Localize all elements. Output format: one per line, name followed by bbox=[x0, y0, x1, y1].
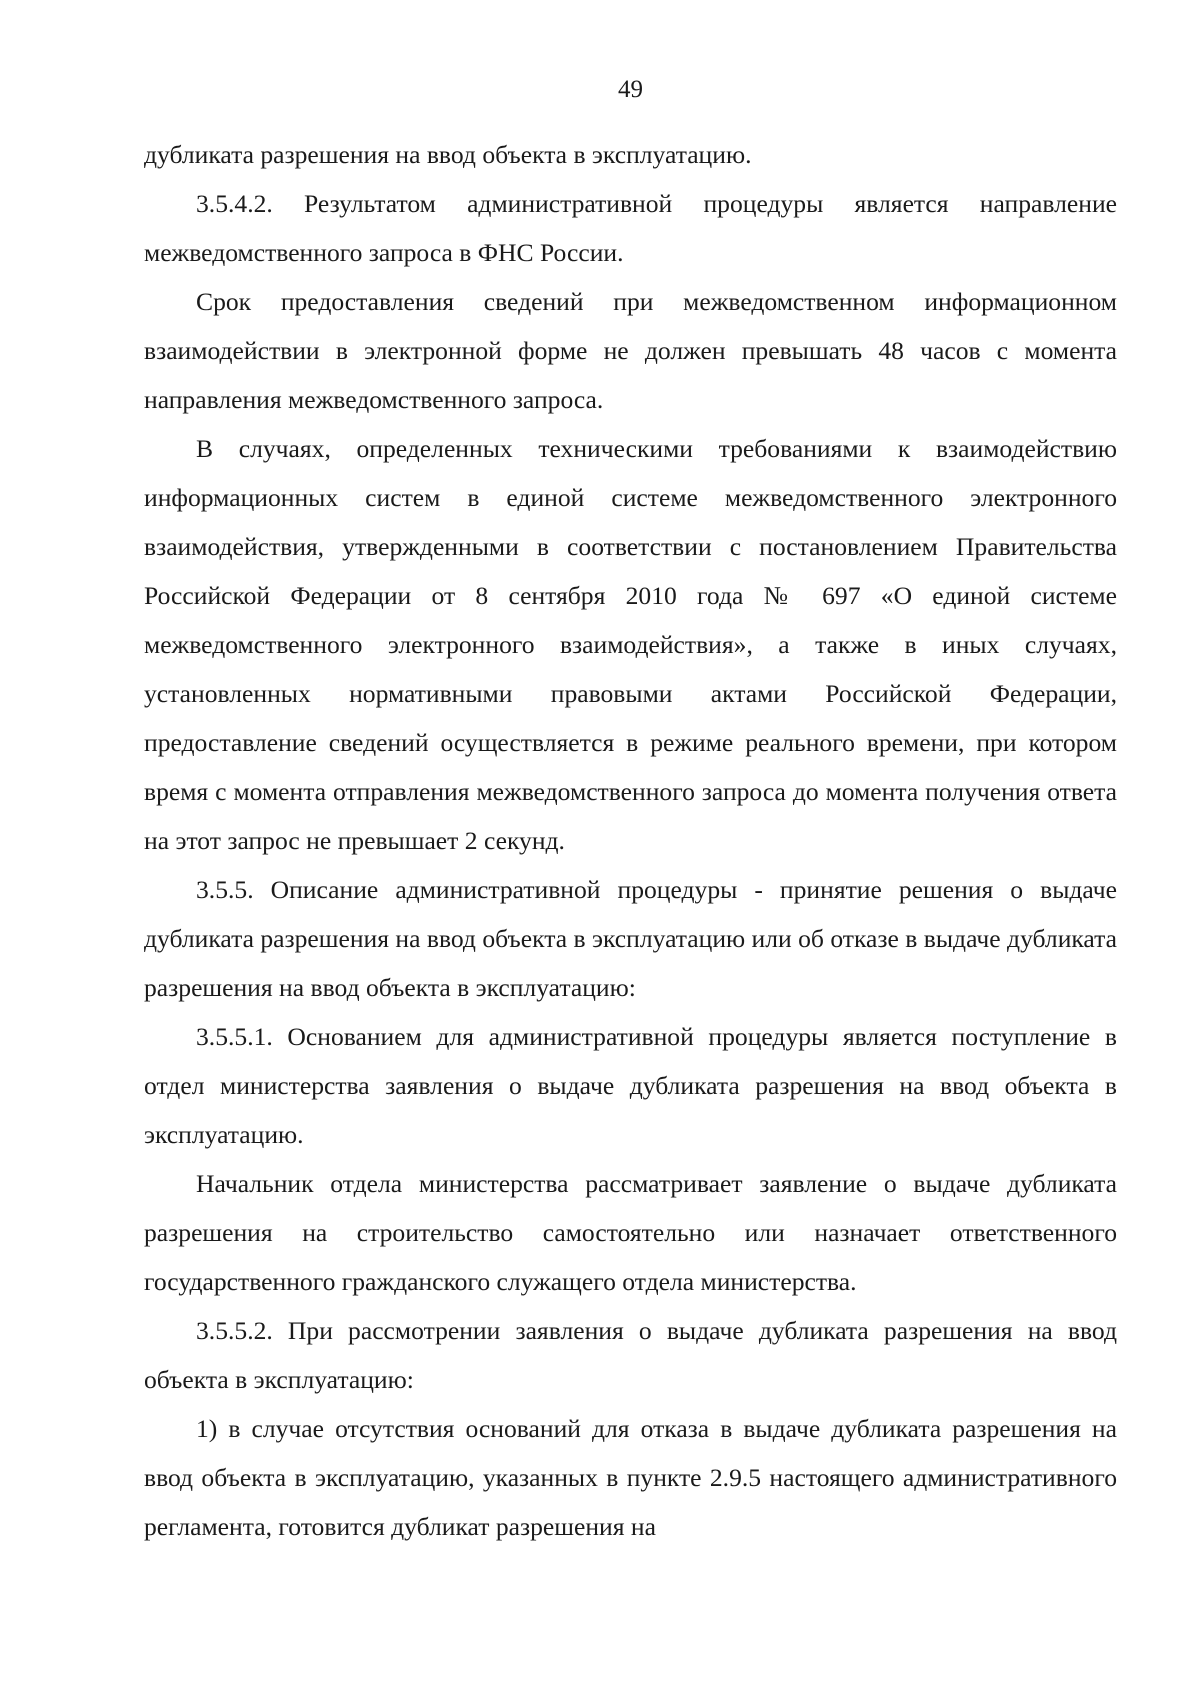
paragraph-3-5-5-1: 3.5.5.1. Основанием для административной процедуры является поступление в отдел министерства заявления о выдаче дубликата разрешения на ввод объекта в эксплуатацию. bbox=[144, 1022, 1117, 1149]
paragraph-3-5-5-2: 3.5.5.2. При рассмотрении заявления о выдаче дубликата разрешения на ввод объекта в эксплуатацию: bbox=[144, 1316, 1117, 1394]
paragraph-3-5-5: 3.5.5. Описание административной процедуры - принятие решения о выдаче дубликата разрешения на ввод объекта в эксплуатацию или об отказе в выдаче дубликата разрешения на ввод объекта в эксплуатацию: bbox=[144, 875, 1117, 1002]
paragraph-deadline: Срок предоставления сведений при межведомственном информационном взаимодействии в электронной форме не должен превышать 48 часов с момента направления межведомственного запроса. bbox=[144, 287, 1117, 414]
paragraph-real-time: В случаях, определенных техническими требованиями к взаимодействию информационных систем в единой системе межведомственного электронного взаимодействия, утвержденными в соответствии с постановлением Правительства Российской Федерации от 8 сентября 2010 года № 697 «О единой системе межведомственного электронного взаимодействия», а также в иных случаях, установленных нормативными правовыми актами Российской Федерации, предоставление сведений осуществляется в режиме реального времени, при котором время с момента отправления межведомственного запроса до момента получения ответа на этот запрос не превышает 2 секунд. bbox=[144, 434, 1117, 855]
paragraph-continuation: дубликата разрешения на ввод объекта в эксплуатацию. bbox=[144, 140, 752, 169]
paragraph-3-5-4-2: 3.5.4.2. Результатом административной процедуры является направление межведомственного запроса в ФНС России. bbox=[144, 189, 1117, 267]
paragraph-item-1: 1) в случае отсутствия оснований для отказа в выдаче дубликата разрешения на ввод объекта в эксплуатацию, указанных в пункте 2.9.5 настоящего административного регламента, готовится дубликат разрешения на bbox=[144, 1414, 1117, 1541]
page-number: 49 bbox=[618, 76, 643, 103]
paragraph-head-of-department: Начальник отдела министерства рассматривает заявление о выдаче дубликата разрешения на строительство самостоятельно или назначает ответственного государственного гражданского служащего отдела министерства. bbox=[144, 1169, 1117, 1296]
document-body bbox=[144, 130, 1117, 1551]
